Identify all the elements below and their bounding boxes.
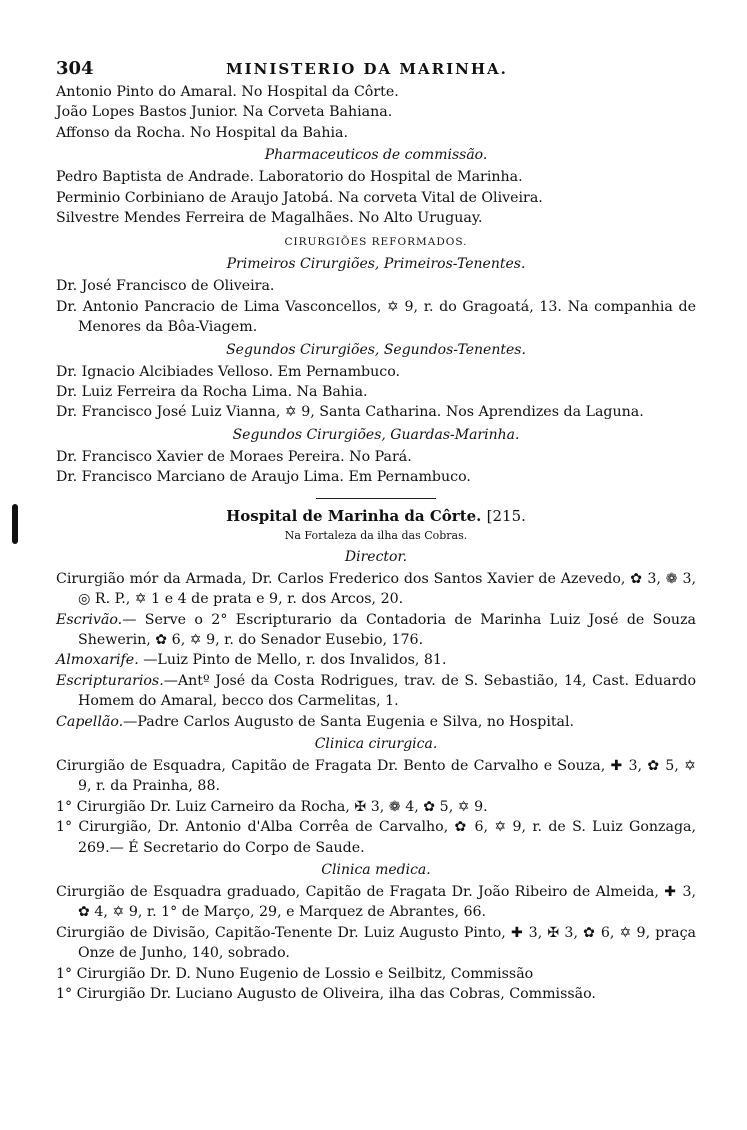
hospital-note: [215. (486, 506, 526, 525)
escripturarios-text: —Antº José da Costa Rodrigues, trav. de S. Sebastião, 14, Cast. Eduardo Homem do Amaral, becco dos Carmelitas, 1. (78, 672, 696, 710)
entry-line: Silvestre Mendes Ferreira de Magalhães. No Alto Uruguay. (56, 210, 483, 227)
entry-line: 1° Cirurgião Dr. D. Nuno Eugenio de Lossio e Seilbitz, Commissão (56, 965, 534, 982)
capellao-label: Capellão. (56, 713, 124, 730)
entry-line: Dr. Antonio Pancracio de Lima Vasconcellos, ✡ 9, r. do Gragoatá, 13. Na companhia de Menores da Bôa-Viagem. (56, 298, 696, 336)
entry-line: Dr. Ignacio Alcibiades Velloso. Em Pernambuco. (56, 363, 401, 380)
entry-line: Dr. Francisco Marciano de Araujo Lima. Em Pernambuco. (56, 469, 471, 486)
entry-line: Dr. Francisco Xavier de Moraes Pereira. No Pará. (56, 448, 412, 465)
capellao-text: —Padre Carlos Augusto de Santa Eugenia e Silva, no Hospital. (123, 713, 575, 730)
entry-line: Pedro Baptista de Andrade. Laboratorio do Hospital de Marinha. (56, 169, 523, 186)
section-title-pharmaceuticos: Pharmaceuticos de commissão. (264, 147, 488, 164)
page-number: 304 (56, 58, 94, 79)
entry-line: Dr. Luiz Ferreira da Rocha Lima. Na Bahia. (56, 384, 368, 401)
clinica-cirurgica-title: Clinica cirurgica. (314, 735, 438, 752)
entry-line: Cirurgião de Esquadra graduado, Capitão de Fragata Dr. João Ribeiro de Almeida, ✚ 3, ✿ 4, ✡ 9, r. 1° de Março, 29, e Marquez de Abrantes, 66. (56, 883, 696, 921)
margin-ink-mark (12, 504, 18, 544)
subsection-title-segundos-guardas: Segundos Cirurgiões, Guardas-Marinha. (232, 426, 520, 443)
entry-line: Antonio Pinto do Amaral. No Hospital da Côrte. (56, 84, 399, 100)
escripturarios-entry (56, 671, 696, 712)
entry-line: Cirurgião de Esquadra, Capitão de Fragata Dr. Bento de Carvalho e Souza, ✚ 3, ✿ 5, ✡ 9, r. da Prainha, 88. (56, 757, 696, 795)
running-title: MINISTERIO DA MARINHA. (226, 60, 508, 78)
page-content (56, 56, 696, 1004)
section-divider (316, 498, 436, 499)
hospital-title-text: Hospital de Marinha da Côrte. (226, 506, 482, 525)
entry-line: Perminio Corbiniano de Araujo Jatobá. Na corveta Vital de Oliveira. (56, 189, 543, 206)
section-title-reformados: CIRURGIÕES REFORMADOS. (284, 236, 468, 249)
escrivao-text: — Serve o 2° Escripturario da Contadoria de Marinha Luiz José de Souza Shewerin, ✿ 6, ✡ 9, r. do Senador Eusebio, 176. (78, 611, 696, 648)
director-entry: Cirurgião mór da Armada, Dr. Carlos Frederico dos Santos Xavier de Azevedo, ✿ 3, ❁ 3, ◎ R. P., ✡ 1 e 4 de prata e 9, r. dos Arcos, 20. (56, 570, 696, 608)
entry-line: 1° Cirurgião Dr. Luciano Augusto de Oliveira, ilha das Cobras, Commissão. (56, 986, 596, 1002)
hospital-title (56, 505, 696, 527)
almoxarife-text: —Luiz Pinto de Mello, r. dos Invalidos, 81. (138, 652, 447, 669)
capellao-entry (56, 712, 696, 732)
entry-line: Affonso da Rocha. No Hospital da Bahia. (56, 124, 348, 141)
subsection-title-segundos-tenentes: Segundos Cirurgiões, Segundos-Tenentes. (226, 341, 526, 358)
page-header (56, 56, 696, 82)
escrivao-entry (56, 610, 696, 651)
hospital-location: Na Fortaleza da ilha das Cobras. (284, 528, 468, 542)
escripturarios-label: Escripturarios. (56, 672, 164, 689)
entry-line: João Lopes Bastos Junior. Na Corveta Bahiana. (56, 104, 393, 121)
escrivao-label: Escrivão. (56, 611, 123, 628)
almoxarife-label: Almoxarife. (56, 652, 139, 669)
entry-line: Cirurgião de Divisão, Capitão-Tenente Dr. Luiz Augusto Pinto, ✚ 3, ✠ 3, ✿ 6, ✡ 9, praça Onze de Junho, 140, sobrado. (56, 924, 696, 962)
entry-line: Dr. José Francisco de Oliveira. (56, 278, 275, 295)
director-title: Director. (344, 548, 408, 565)
clinica-medica-title: Clinica medica. (321, 861, 431, 878)
entry-line: 1° Cirurgião, Dr. Antonio d'Alba Corrêa de Carvalho, ✿ 6, ✡ 9, r. de S. Luiz Gonzaga, 269.— É Secretario do Corpo de Saude. (56, 819, 696, 856)
entry-line: Dr. Francisco José Luiz Vianna, ✡ 9, Santa Catharina. Nos Aprendizes da Laguna. (56, 404, 644, 421)
almoxarife-entry (56, 650, 696, 670)
subsection-title-primeiros: Primeiros Cirurgiões, Primeiros-Tenentes. (226, 256, 526, 273)
entry-line: 1° Cirurgião Dr. Luiz Carneiro da Rocha, ✠ 3, ❁ 4, ✿ 5, ✡ 9. (56, 798, 488, 815)
